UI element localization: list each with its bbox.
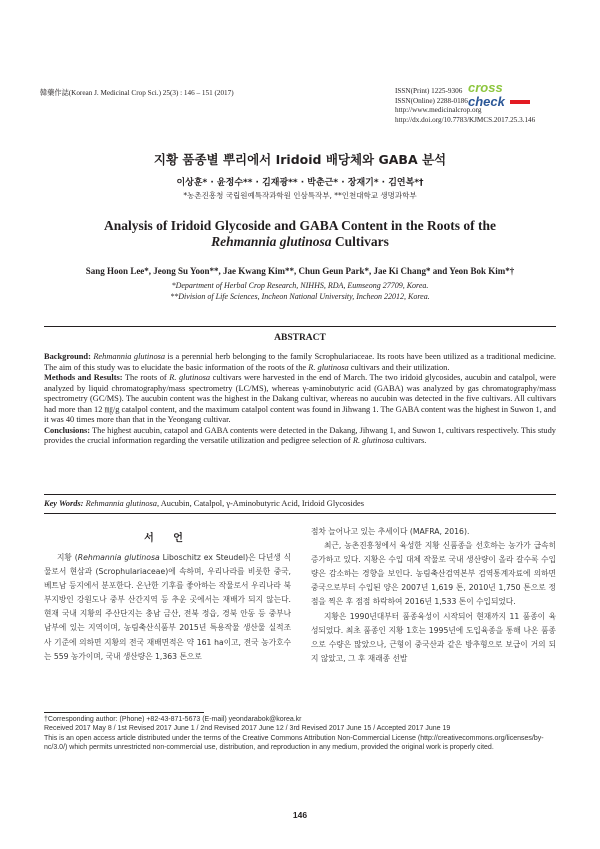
- footnote: [44, 715, 556, 753]
- svg-text:cross: cross: [468, 80, 503, 95]
- methods-label: Methods and Results:: [44, 373, 123, 382]
- svg-text:check: check: [468, 94, 505, 109]
- abstract-background: [44, 352, 556, 373]
- publication-info: [395, 87, 535, 125]
- doi-link[interactable]: http://dx.doi.org/10.7783/KJMCS.2017.25.3.146: [395, 115, 536, 124]
- introduction-heading: 서 언: [144, 533, 191, 544]
- english-authors: Sang Hoon Lee*, Jeong Su Yoon**, Jae Kwang Kim**, Chun Geun Park*, Jae Ki Chang* and Yeon Bok Kim*†: [85, 266, 515, 276]
- affiliation-1: *Department of Herbal Crop Research, NIHHS, RDA, Eumseong 27709, Korea.: [171, 281, 429, 290]
- keywords-bottom-rule: [44, 513, 556, 514]
- intro-paragraph-1: [44, 551, 291, 664]
- footnote-rule: [44, 712, 204, 713]
- abstract-heading: ABSTRACT: [274, 333, 326, 343]
- issn-print: ISSN(Print) 1225-9306: [395, 87, 463, 95]
- left-column: [44, 551, 291, 664]
- intro-paragraph-2: 최근, 농촌진흥청에서 육성한 지황 신품종을 선호하는 농가가 급속히 증가하고 있다. 지황은 수입 대체 작물로 국내 생산량이 올라 갈수록 수입량은 감소하는 경향을 보인다. 농림축산검역본부 검역통계자료에 의하면 중국으로부터 수입된 양은 2007년 1,619 톤, 2010년 1,750 톤으로 정점을 찍은 후 점점 하락하여 2016년 1,533 톤이 수입되었다.: [311, 541, 556, 607]
- korean-title: 지황 품종별 뿌리에서 Iridoid 배당체와 GABA 분석: [153, 152, 447, 167]
- conclusions-text-end: cultivars.: [393, 436, 427, 445]
- methods-text-end: cultivars were harvested in the end of March. The two iridoid glycosides, aucubin and catalpol, were analyzed by liquid chromatography/mass spectrometry (LC/MS), whereas γ-aminobutyric acid (GABA) was analyzed by gas chromatography/mass spectrometry (GC/MS). The aucubin content was the highest in the Dakang cultivar, whereas no aucubin was detected in the five cultivars. All cultivars had more than 12 ㎎/g catalpol content, and the maximum catalpol content was found in Jihwang 1. The GABA content was the highest in Suwon 1, and it was 40 times more than that in the Yeongang cultivar.: [44, 373, 556, 424]
- intro-text: 지황 (: [57, 553, 78, 562]
- abstract-top-rule: [44, 326, 556, 327]
- keywords: [44, 499, 556, 508]
- conclusions-label: Conclusions:: [44, 425, 91, 435]
- english-title-line2: [40, 234, 560, 250]
- korean-authors: 이상훈* · 윤정수** · 김재광** · 박춘근* · 장재기* · 김연복*†: [176, 178, 424, 188]
- page-number: 146: [292, 810, 308, 820]
- journal-website-link[interactable]: http://www.medicinalcrop.org: [395, 106, 482, 115]
- species-name: Rehmannia glutinosa: [85, 499, 157, 508]
- english-title-line1: Analysis of Iridoid Glycoside and GABA Content in the Roots of the: [104, 218, 496, 233]
- species-name: Rehmannia glutinosa: [77, 553, 160, 562]
- intro-text-cont: Liboschitz ex Steudel)은 다년생 식물로서 현삼과 (Scrophulariaceae)에 속하며, 우리나라를 비롯한 중국, 베트남 등지에서 분포한다. 온난한 기후를 좋아하는 작물로서 우리나라 북부지방인 강원도나 중부 산간지역 등 추운 곳에서는 재배가 되지 않는다. 현재 국내 지황의 주산단지는 충남 금산, 전북 정읍, 경북 안동 등 중부나 남부에 있는 지역이며, 농림축산식품부 2015년 특용작물 생산물 실적조사 기준에 의하면 지황의 전국 재배면적은 약 161 ha이고, 전국 농가호수는 559 농가이며, 국내 생산량은 1,363 톤으로: [44, 553, 291, 661]
- keywords-list: , Aucubin, Catalpol, γ-Aminobutyric Acid, Iridoid Glycosides: [157, 499, 364, 508]
- species-name: R. glutinosa: [352, 436, 394, 445]
- species-name: R. glutinosa: [169, 373, 211, 382]
- species-name: Rehmannia glutinosa: [211, 234, 332, 249]
- abstract-body: [44, 352, 556, 447]
- background-text-end: cultivars and their utilization.: [348, 362, 450, 372]
- keywords-label: Key Words:: [44, 499, 84, 508]
- right-column: [311, 525, 556, 666]
- license-text: This is an open access article distributed under the terms of the Creative Commons Attribution Non-Commercial License (http://creativecommons.org/licenses/by-nc/3.0/) which permits unrestricted non-commercial use, distribution, and reproduction in any medium, provided the original work is properly cited.: [44, 734, 544, 752]
- methods-text: The roots of: [122, 373, 170, 382]
- abstract-bottom-rule: [44, 494, 556, 495]
- background-label: Background:: [44, 352, 91, 361]
- intro-paragraph-3: 지황은 1990년대부터 품종육성이 시작되어 현재까지 11 품종이 육성되었다. 최초 품종인 지황 1호는 1995년에 도입육종을 통해 나온 품종으로 수량은 많았으나, 근형이 중국산과 같은 방추형으로 보급이 거의 되지 않았고, 그 후 재래종 선발: [311, 611, 556, 663]
- abstract-methods: [44, 373, 556, 426]
- journal-reference: 韓藥作誌(Korean J. Medicinal Crop Sci.) 25(3) : 146 – 151 (2017): [40, 89, 234, 97]
- received-dates: Received 2017 May 8 / 1st Revised 2017 June 1 / 2nd Revised 2017 June 12 / 3rd Revised 2017 June 15 / Accepted 2017 June 19: [44, 725, 451, 733]
- issn-online: ISSN(Online) 2288-0186: [395, 96, 468, 105]
- species-name: Rehmannia glutinosa: [93, 352, 166, 361]
- english-title: [40, 218, 560, 250]
- corresponding-author: †Corresponding author: (Phone) +82-43-871-5673 (E-mail) yeondarabok@korea.kr: [44, 716, 302, 723]
- english-affiliations: [0, 281, 600, 302]
- conclusions-text: The highest aucubin, catapol and GABA contents were detected in the Dakang, Jihwang 1, and Suwon 1, cultivars respectively. This study provides the crucial information regarding the versatile utilization and pedigree selection of: [44, 425, 556, 445]
- species-name: R. glutinosa: [308, 362, 349, 372]
- intro-paragraph-cont: 점차 늘어나고 있는 추세이다 (MAFRA, 2016).: [311, 527, 470, 536]
- title-suffix: Cultivars: [331, 234, 389, 249]
- abstract-conclusions: [44, 426, 556, 447]
- affiliation-2: **Division of Life Sciences, Incheon National University, Incheon 22012, Korea.: [170, 291, 430, 301]
- korean-affiliation: *농촌진흥청 국립원예특작과학원 인삼특작부, **인천대학교 생명과학부: [183, 191, 417, 200]
- background-text: is a perennial herb belonging to the family Scrophulariaceae. Its roots have been utilized as a traditional medicine. The aim of this study was to elucidate the basic information of the roots of the: [44, 352, 556, 372]
